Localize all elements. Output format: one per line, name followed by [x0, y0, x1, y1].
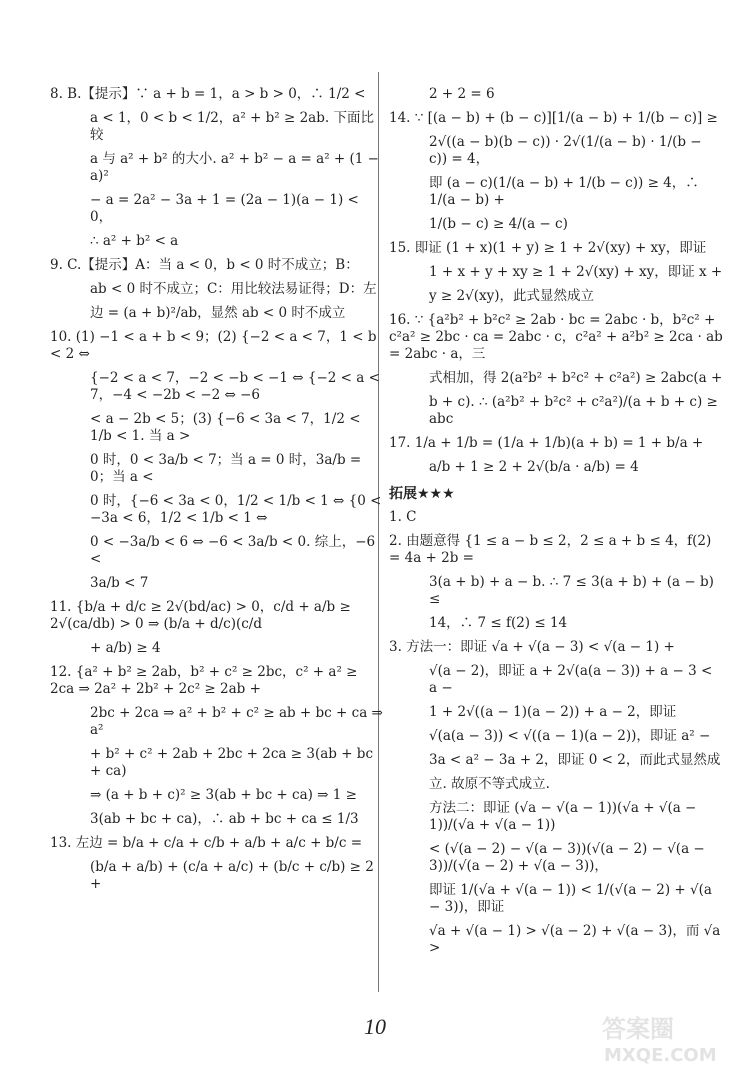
extension-answer-3-line-6: 立. 故原不等式成立. — [429, 776, 550, 792]
answer-15-line-2: 1 + x + y + xy ≥ 1 + 2√(xy) + xy，即证 x + — [429, 264, 723, 280]
answer-10-line-2: {−2 < a < 7，−2 < −b < −1 ⇔ {−2 < a < 7，−4 < −2b < −2 ⇔ −6 — [90, 370, 380, 403]
answer-10-line-7: 3a/b < 7 — [90, 575, 149, 591]
left-column — [50, 86, 384, 900]
answer-9-line-3: 边 = (a + b)²/ab，显然 ab < 0 时不成立 — [90, 305, 346, 321]
answer-13-continued: 2 + 2 = 6 — [429, 86, 495, 102]
answer-17-line-1: 17. 1/a + 1/b = (1/a + 1/b)(a + b) = 1 + b/a + — [389, 435, 704, 451]
extension-answer-3-line-2: √(a − 2)，即证 a + 2√(a(a − 3)) + a − 3 < a − — [429, 663, 713, 696]
extension-answer-3-method2-line-4: √a + √(a − 1) > √(a − 2) + √(a − 3)，而 √a > — [429, 923, 721, 956]
watermark-top-text: 答案圈 — [602, 1015, 674, 1043]
answer-9-line-1: 9. C.【提示】A：当 a < 0，b < 0 时不成立；B： — [50, 257, 359, 273]
extension-answer-3-line-5: 3a < a² − 3a + 2，即证 0 < 2，而此式显然成 — [429, 752, 721, 768]
answer-10-line-4: 0 时，0 < 3a/b < 7；当 a = 0 时，3a/b = 0；当 a < — [90, 452, 362, 485]
answer-8-line-3: a 与 a² + b² 的大小. a² + b² − a = a² + (1 − a)² — [90, 151, 379, 184]
answer-16-line-3: b + c). ∴ (a²b² + b²c² + c²a²)/(a + b + c) ≥ abc — [429, 394, 718, 427]
answer-10-line-3: < a − 2b < 5；(3) {−6 < 3a < 7，1/2 < 1/b < 1. 当 a > — [90, 411, 361, 444]
answer-13-line-2: (b/a + a/b) + (c/a + a/c) + (b/c + c/b) ≥ 2 + — [90, 859, 374, 892]
answer-17-line-2: a/b + 1 ≥ 2 + 2√(b/a · a/b) = 4 — [429, 459, 639, 475]
section-heading-extension: 拓展★★★ — [389, 486, 455, 502]
extension-answer-3-method2-line-1: 方法二：即证 (√a − √(a − 1))(√a + √(a − 1))/(√a + √(a − 1)) — [429, 800, 697, 833]
watermark-bottom-text: MXQE.COM — [604, 1045, 717, 1065]
extension-answer-3-line-1: 3. 方法一：即证 √a + √(a − 3) < √(a − 1) + — [389, 639, 675, 655]
answer-12-line-5: 3(ab + bc + ca)，∴ ab + bc + ca ≤ 1/3 — [90, 811, 359, 827]
extension-answer-3-line-4: √(a(a − 3)) < √((a − 1)(a − 2))，即证 a² − — [429, 728, 711, 744]
answer-11-line-2: + a/b) ≥ 4 — [90, 640, 161, 656]
answer-8-line-2: a < 1，0 < b < 1/2，a² + b² ≥ 2ab. 下面比较 — [90, 110, 374, 143]
answer-13-line-1: 13. 左边 = b/a + c/a + c/b + a/b + a/c + b/c = — [50, 835, 363, 851]
answer-15-line-3: y ≥ 2√(xy)，此式显然成立 — [429, 288, 594, 304]
answer-12-line-1: 12. {a² + b² ≥ 2ab，b² + c² ≥ 2bc，c² + a² ≥ 2ca ⇒ 2a² + 2b² + 2c² ≥ 2ab + — [50, 664, 358, 697]
answer-16-line-1: 16. ∵ {a²b² + b²c² ≥ 2ab · bc = 2abc · b，b²c² + c²a² ≥ 2bc · ca = 2abc · c，c²a² + a²b² ≥ 2ca · ab = 2abc · a，三 — [389, 312, 723, 362]
extension-answer-3-line-3: 1 + 2√((a − 1)(a − 2)) + a − 2，即证 — [429, 704, 677, 720]
extension-answer-2-line-3: 14，∴ 7 ≤ f(2) ≤ 14 — [429, 615, 568, 631]
extension-answer-3-method2-line-3: 即证 1/(√a + √(a − 1)) < 1/(√(a − 2) + √(a − 3))，即证 — [429, 882, 712, 915]
answer-10-line-5: 0 时，{−6 < 3a < 0，1/2 < 1/b < 1 ⇔ {0 < −3a < 6，1/2 < 1/b < 1 ⇔ — [90, 493, 382, 526]
answer-12-line-3: + b² + c² + 2ab + 2bc + 2ca ≥ 3(ab + bc + ca) — [90, 746, 374, 779]
extension-answer-3-method2-line-2: < (√(a − 2) − √(a − 3))(√(a − 2) − √(a − 3))/(√(a − 2) + √(a − 3))， — [429, 841, 705, 874]
answer-14-line-2: 2√((a − b)(b − c)) · 2√(1/(a − b) · 1/(b − c)) = 4， — [429, 134, 702, 167]
answer-14-line-4: 1/(b − c) ≥ 4/(a − c) — [429, 216, 568, 232]
page-number: 10 — [364, 1014, 386, 1039]
answer-9-line-2: ab < 0 时不成立；C：用比较法易证得；D：左 — [90, 281, 377, 297]
answer-10-line-1: 10. (1) −1 < a + b < 9；(2) {−2 < a < 7，1 < b < 2 ⇔ — [50, 329, 377, 362]
answer-8-line-1: 8. B.【提示】∵ a + b = 1，a > b > 0，∴ 1/2 < — [50, 86, 366, 102]
extension-answer-2-line-1: 2. 由题意得 {1 ≤ a − b ≤ 2，2 ≤ a + b ≤ 4，f(2) = 4a + 2b = — [389, 533, 712, 566]
extension-answer-1: 1. C — [389, 509, 417, 525]
extension-answer-2-line-2: 3(a + b) + a − b. ∴ 7 ≤ 3(a + b) + (a − b) ≤ — [429, 574, 714, 607]
answer-12-line-2: 2bc + 2ca ⇒ a² + b² + c² ≥ ab + bc + ca ⇒ a² — [90, 705, 383, 738]
answer-10-line-6: 0 < −3a/b < 6 ⇔ −6 < 3a/b < 0. 综上，−6 < — [90, 534, 376, 567]
answer-15-line-1: 15. 即证 (1 + x)(1 + y) ≥ 1 + 2√(xy) + xy，即证 — [389, 240, 707, 256]
answer-14-line-3: 即 (a − c)(1/(a − b) + 1/(b − c)) ≥ 4，∴ 1/(a − b) + — [429, 175, 699, 208]
answer-8-line-4: − a = 2a² − 3a + 1 = (2a − 1)(a − 1) < 0， — [90, 192, 359, 225]
right-column — [389, 86, 723, 964]
answer-8-line-5: ∴ a² + b² < a — [90, 233, 179, 249]
answer-16-line-2: 式相加，得 2(a²b² + b²c² + c²a²) ≥ 2abc(a + — [429, 370, 723, 386]
watermark-logo — [596, 1007, 736, 1065]
answer-14-line-1: 14. ∵ [(a − b) + (b − c)][1/(a − b) + 1/(b − c)] ≥ — [389, 110, 718, 126]
answer-11-line-1: 11. {b/a + d/c ≥ 2√(bd/ac) > 0，c/d + a/b ≥ 2√(ca/db) > 0 ⇒ (b/a + d/c)(c/d — [50, 599, 351, 632]
answer-12-line-4: ⇒ (a + b + c)² ≥ 3(ab + bc + ca) ⇒ 1 ≥ — [90, 787, 357, 803]
